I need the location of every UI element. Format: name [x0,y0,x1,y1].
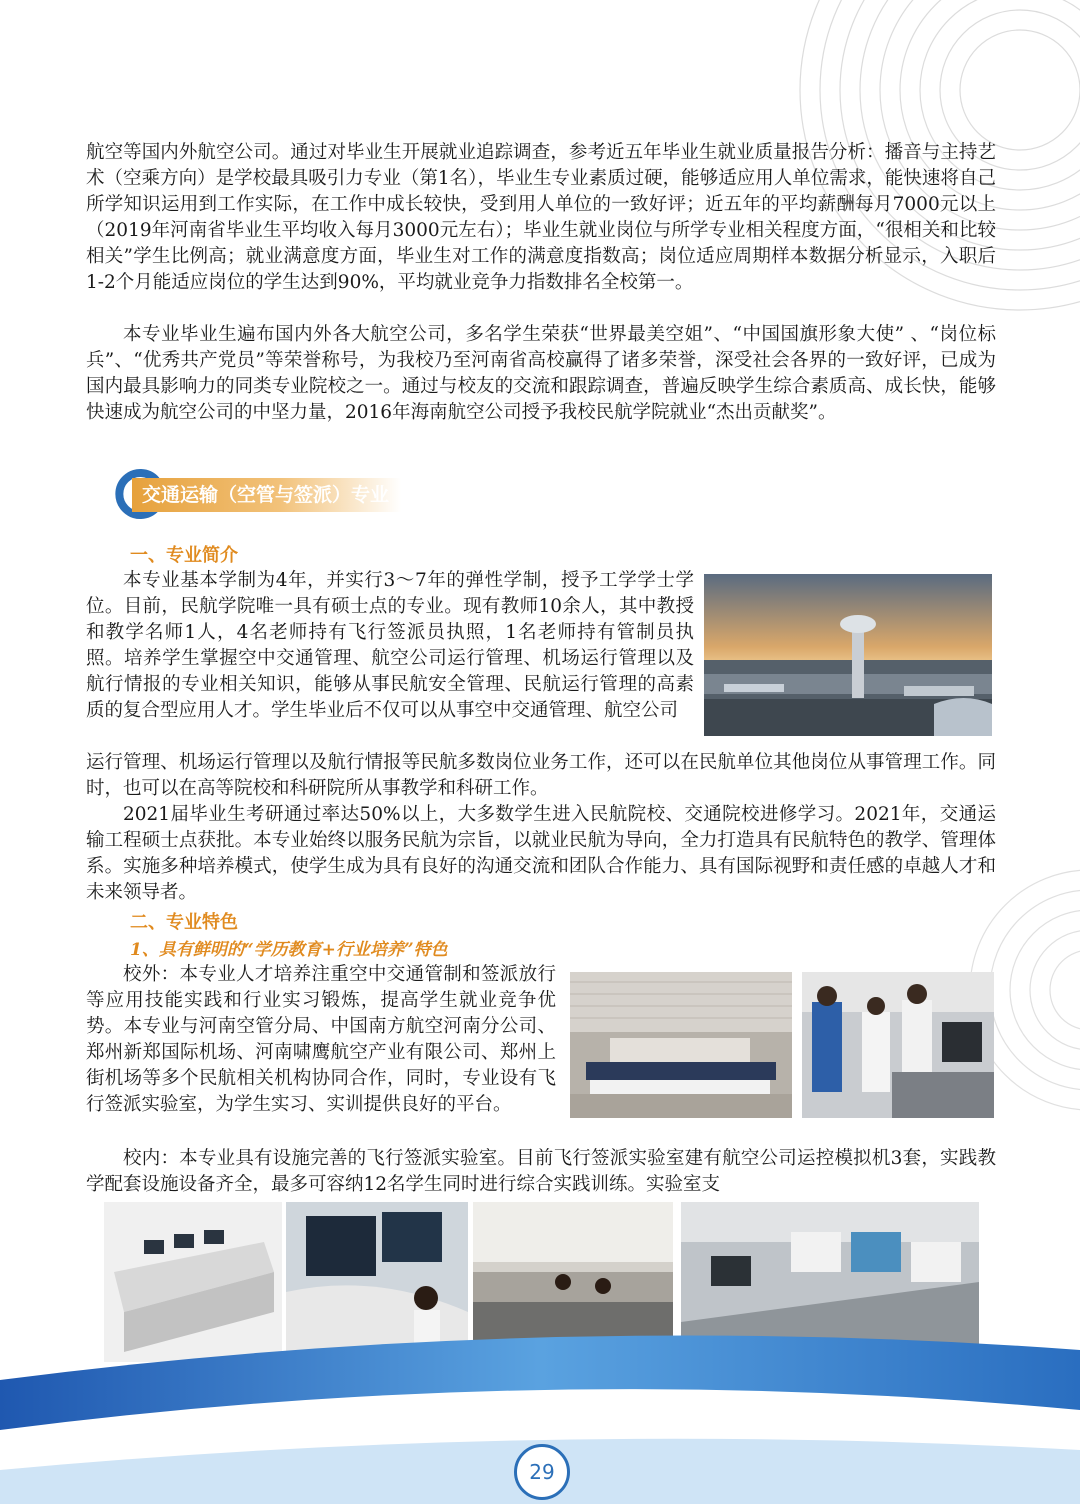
subheading-feature-1: 1、具有鲜明的“学历教育+行业培养”特色 [130,940,448,960]
major-intro-text: 本专业基本学制为4年，并实行3～7年的弹性学制，授予工学学士学位。目前，民航学院唯一具有硕士点的专业。现有教师10余人，其中教授和教学名师1人，4名老师持有飞行签派员执照，1名老师持有管制员执照。培养学生掌握空中交通管理、航空公司运行管理、机场运行管理以及航行情报的专业相关知识，能够从事民航安全管理、民航运行管理的高素质的复合型应用人才。学生毕业后不仅可以从事空中交通管理、航空公司 [86,570,694,721]
intro-paragraph-1: 航空等国内外航空公司。通过对毕业生开展就业追踪调查，参考近五年毕业生就业质量报告分析：播音与主持艺术（空乘方向）是学校最具吸引力专业（第1名），毕业生专业素质过硬，能够适应用人单位需求，能快速将自己所学知识运用到工作实际，在工作中成长较快，受到用人单位的一致好评；近五年的平均薪酬每月7000元以上（2019年河南省毕业生平均收入每月3000元左右）；毕业生就业岗位与所学专业相关程度方面，“很相关和比较相关”学生比例高；就业满意度方面，毕业生对工作的满意度指数高；岗位适应周期样本数据分析显示，入职后1-2个月能适应岗位的学生达到90%，平均就业竞争力指数排名全校第一。 [86,142,996,293]
section-header [112,468,512,524]
page-number-badge: 29 [514,1444,570,1500]
subheading-features: 二、专业特色 [130,912,238,933]
inside-school-text: 校内：本专业具有设施完善的飞行签派实验室。目前飞行签派实验室建有航空公司运控模拟机3套，实践教学配套设施设备齐全，最多可容纳12名学生同时进行综合实践训练。实验室支 [86,1148,996,1195]
lab-training-photo [802,972,994,1118]
subheading-intro: 一、专业简介 [130,545,238,566]
group-photo [570,972,792,1118]
outside-school-text: 校外：本专业人才培养注重空中交通管制和签派放行等应用技能实践和行业实习锻炼，提高学生就业竞争优势。本专业与河南空管分局、中国南方航空河南分公司、郑州新郑国际机场、河南啸鹰航空产业有限公司、郑州上街机场等多个民航相关机构协同合作，同时，专业设有飞行签派实验室，为学生实习、实训提供良好的平台。 [86,964,556,1115]
intro-paragraph-2: 本专业毕业生遍布国内外各大航空公司，多名学生荣获“世界最美空姐”、“中国国旗形象大使” 、“岗位标兵”、“优秀共产党员”等荣誉称号，为我校乃至河南省高校赢得了诸多荣誉，深受社会各界的一致好评，已成为国内最具影响力的同类专业院校之一。通过与校友的交流和跟踪调查，普遍反映学生综合素质高、成长快，能够快速成为航空公司的中坚力量，2016年海南航空公司授予我校民航学院就业“杰出贡献奖”。 [86,324,996,423]
section-title: 交通运输（空管与签派）专业 [132,478,401,512]
major-intro-text-cont: 运行管理、机场运行管理以及航行情报等民航多数岗位业务工作，还可以在民航单位其他岗位从事管理工作。同时，也可以在高等院校和科研院所从事教学和科研工作。 [86,752,996,799]
graduate-paragraph: 2021届毕业生考研通过率达50%以上，大多数学生进入民航院校、交通院校进修学习。2021年，交通运输工程硕士点获批。本专业始终以服务民航为宗旨，以就业民航为导向，全力打造具有民航特色的教学、管理体系。实施多种培养模式，使学生成为具有良好的沟通交流和团队合作能力、具有国际视野和责任感的卓越人才和未来领导者。 [86,804,996,903]
airport-tower-photo [704,574,992,736]
